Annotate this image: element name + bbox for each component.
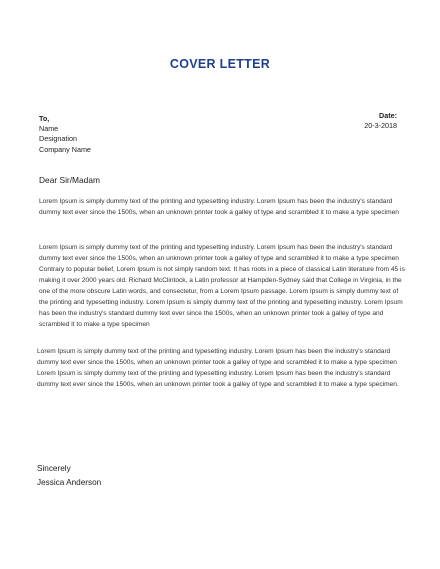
signer-name: Jessica Anderson — [37, 477, 102, 487]
body-paragraph: Lorem Ipsum is simply dummy text of the printing and typesetting industry. Lorem Ipsum has been the industry's standard dummy text ever since the 1500s, when an unknown printer took a galley of type and scrambled it to make a type specimen Contrary to popular belief, Lorem Ipsum is not simply random text. It has roots in a piece of classical Latin literature from 45 is making it over 2000 years old. Richard McClintock, a Latin professor at Hampden-Sydney said that College in Virginia, in the one of the more obscure Latin words, and consectetur, from a Lorem Ipsum passage. Lorem Ipsum is simply dummy text of the printing and typesetting industry. Lorem Ipsum is simply dummy text of the printing and typesetting industry. Lorem Ipsum has been the industry's standard dummy text ever since the 1500s, when an unknown printer took a galley of type and scrambled it to make a type specimen — [39, 244, 405, 328]
recipient-to: To, — [39, 114, 50, 123]
recipient-company: Company Name — [39, 144, 91, 154]
recipient-designation: Designation — [39, 134, 77, 144]
body-paragraph: Lorem Ipsum is simply dummy text of the printing and typesetting industry. Lorem Ipsum has been the industry's standard dummy text ever since the 1500s, when an unknown printer took a galley of type and scrambled it to make a type specimen — [39, 198, 399, 216]
greeting: Dear Sir/Madam — [39, 175, 100, 185]
sign-off: Sincerely — [37, 464, 71, 473]
body-paragraph: Lorem Ipsum is simply dummy text of the printing and typesetting industry. Lorem Ipsum has been the industry's standard dummy text ever since the 1500s, when an unknown printer took a galley of type and scrambled it to make a type specimen Lorem Ipsum is simply dummy text of the printing and typesetting industry. Lorem Ipsum has been the industry's standard dummy text ever since the 1500s, when an unknown printer took a galley of type and scrambled it to make a type specimen. — [37, 348, 399, 388]
date-block — [364, 111, 397, 131]
document-title: COVER LETTER — [169, 57, 271, 71]
date-label: Date: — [379, 111, 397, 120]
recipient-block — [39, 114, 91, 155]
recipient-name: Name — [39, 124, 59, 134]
date-value: 20-3-2018 — [364, 121, 397, 131]
closing-block — [37, 462, 101, 489]
